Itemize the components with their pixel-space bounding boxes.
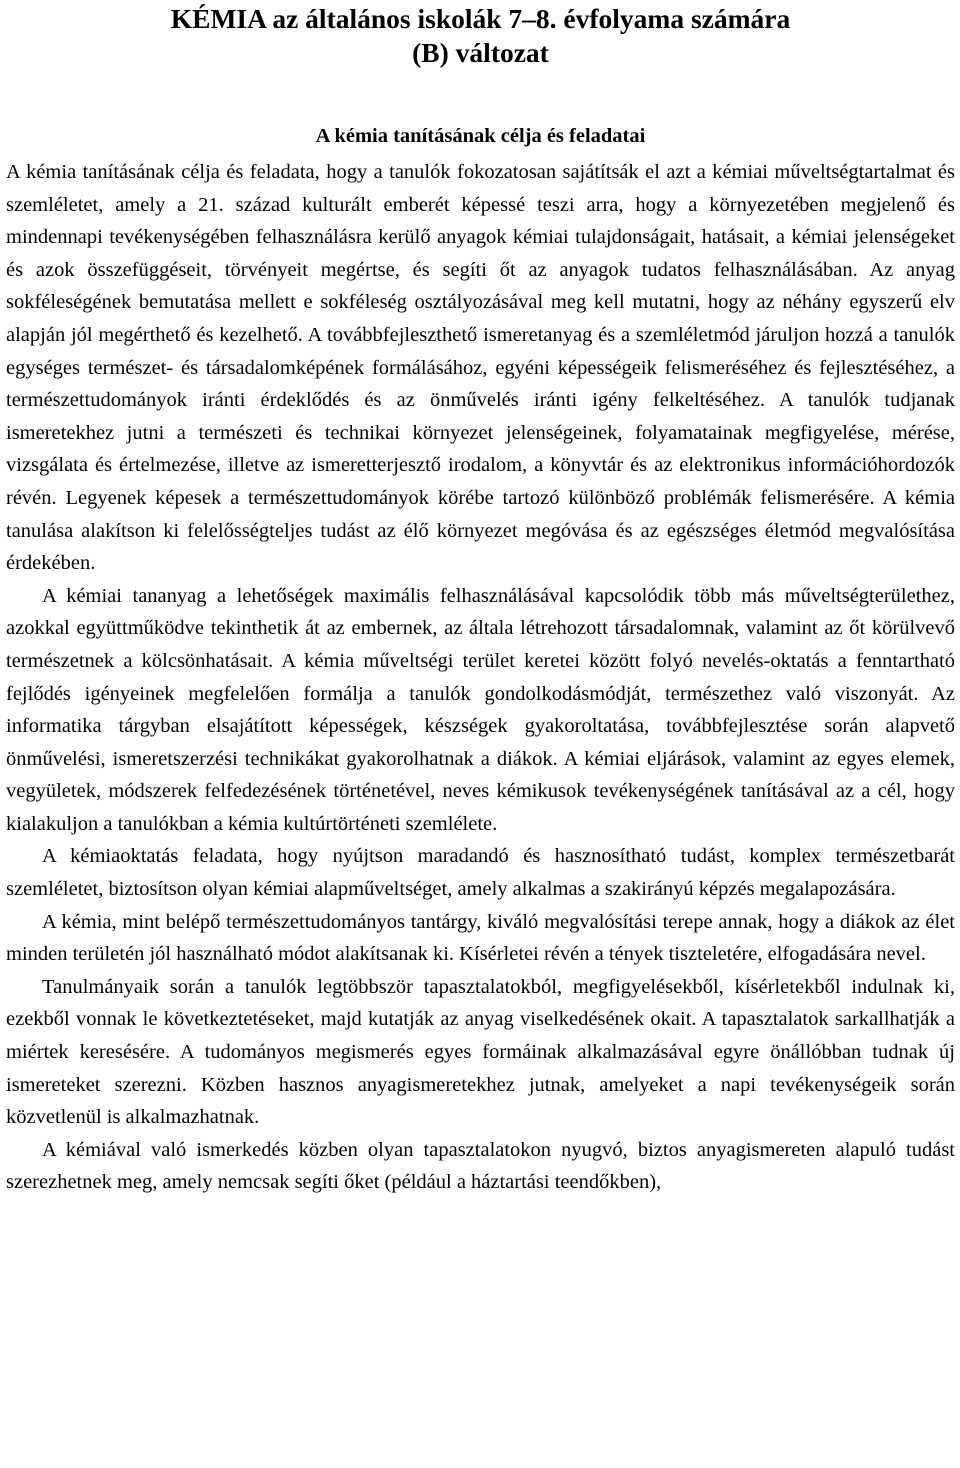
document-title: [6, 0, 955, 70]
document-title-line-1: KÉMIA az általános iskolák 7–8. évfolyama számára: [170, 3, 791, 34]
section-title: A kémia tanításának célja és feladatai: [315, 125, 646, 147]
document-title-line-2: (B) változat: [412, 37, 549, 68]
paragraph-2: A kémiai tananyag a lehetőségek maximális felhasználásával kapcsolódik több más műveltségterülethez, azokkal együttműködve tekinthetik át az embernek, az általa létrehozott társadalomnak, valamint az őt körülvevő természetnek a kölcsönhatásait. A kémia műveltségi terület keretei között folyó nevelés-oktatás a fenntartható fejlődés igényeinek megfelelően formálja a tanulók gondolkodásmódját, természethez való viszonyát. Az informatika tárgyban elsajátított képességek, készségek gyakoroltatása, továbbfejlesztése során alapvető önművelési, ismeretszerzési technikákat gyakorolhatnak a diákok. A kémiai eljárások, valamint az egyes elemek, vegyületek, módszerek felfedezésének történetével, neves kémikusok tevékenységének tanításával az a cél, hogy kialakuljon a tanulókban a kémia kultúrtörténeti szemlélete.: [6, 584, 955, 835]
document-page: [6, 0, 955, 1199]
paragraph-4: A kémia, mint belépő természettudományos tantárgy, kiváló megvalósítási terepe annak, hogy a diákok az élet minden területén jól használható módot alakítsanak ki. Kísérletei révén a tények tiszteletére, elfogadására nevel.: [6, 910, 955, 966]
paragraph-3: A kémiaoktatás feladata, hogy nyújtson maradandó és hasznosítható tudást, komplex természetbarát szemléletet, biztosítson olyan kémiai alapműveltséget, amely alkalmas a szakirányú képzés megalapozására.: [6, 845, 955, 901]
paragraph-6: A kémiával való ismerkedés közben olyan tapasztalatokon nyugvó, biztos anyagismereten alapuló tudást szerezhetnek meg, amely nemcsak segíti őket (például a háztartási teendőkben),: [6, 1138, 955, 1194]
paragraph-1: A kémia tanításának célja és feladata, hogy a tanulók fokozatosan sajátítsák el azt a kémiai műveltségtartalmat és szemléletet, amely a 21. század kulturált emberét képessé teszi arra, hogy a környezetében megjelenő és mindennapi tevékenységében felhasználásra kerülő anyagok kémiai tulajdonságait, hatásait, a kémiai jelenségeket és azok összefüggéseit, törvényeit megértse, és segíti őt az anyagok tudatos felhasználásában. Az anyag sokféleségének bemutatása mellett e sokféleség osztályozásával meg kell mutatni, hogy az néhány egyszerű elv alapján jól megérthető és kezelhető. A továbbfejleszthető ismeretanyag és a szemléletmód járuljon hozzá a tanulók egységes természet- és társadalomképének formálásához, egyéni képességeik felismeréséhez és fejlesztéséhez, a természettudományok iránti érdeklődés és az önművelés iránti igény felkeltéséhez. A tanulók tudjanak ismeretekhez jutni a természeti és technikai környezet jelenségeinek, folyamatainak megfigyelése, mérése, vizsgálata és értelmezése, illetve az ismeretterjesztő irodalom, a könyvtár és az elektronikus információhordozók révén. Legyenek képesek a természettudományok körébe tartozó különböző problémák felismerésére. A kémia tanulása alakítson ki felelősségteljes tudást az élő környezet megóvása és az egészséges életmód megvalósítása érdekében.: [6, 161, 955, 575]
paragraph-5: Tanulmányaik során a tanulók legtöbbször tapasztalatokból, megfigyelésekből, kísérletekből indulnak ki, ezekből vonnak le következtetéseket, majd kutatják az anyag viselkedésének okait. A tapasztalatok sarkallhatják a miértek keresésére. A tudományos megismerés egyes formáinak alkalmazásával egyre önállóbban tudnak új ismereteket szerezni. Közben hasznos anyagismeretekhez jutnak, amelyeket a napi tevékenységeik során közvetlenül is alkalmazhatnak.: [6, 975, 955, 1129]
